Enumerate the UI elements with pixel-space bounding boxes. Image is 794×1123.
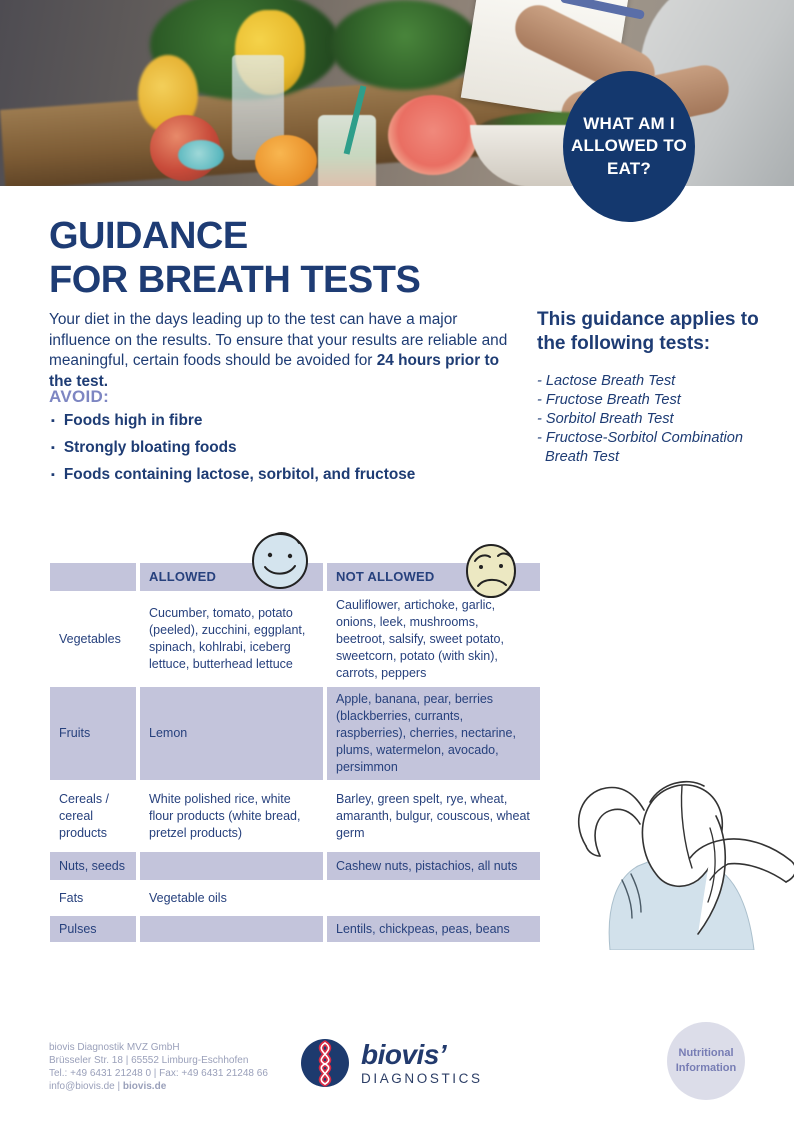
relaxing-person-illustration [556,768,794,950]
table-cell-not-allowed: Cauliflower, artichoke, garlic, onions, leek, mushrooms, beetroot, salsify, sweet potato, sweetcorn, potato (with skin), carrots, peppers [336,597,504,680]
table-header-not-allowed: NOT ALLOWED [327,563,540,591]
avoid-heading: AVOID: [49,387,110,406]
photo-greens [330,0,480,90]
table-row-category: Fats [59,890,84,905]
photo-orange [255,135,317,186]
table-row-category: Fruits [50,687,136,780]
intro-text: Your diet in the days leading up to the test can have a major influence on the results. To ensure that your results are reliable and meaningful, certain foods should be avoided for [49,311,508,370]
logo-text [361,1038,483,1086]
biovis-logo [300,1038,483,1088]
test-list-item: - Sorbitol Breath Test [537,410,674,427]
table-row-category: Nuts, seeds [50,852,136,880]
avoid-item-label: Foods containing lactose, sorbitol, and fructose [63,466,416,483]
table-cell-allowed: Lemon [140,687,323,780]
table-header-allowed: ALLOWED [140,563,323,591]
website-link[interactable]: biovis.de [122,1081,167,1092]
nutritional-information-badge [667,1022,745,1100]
logo-subtitle: DIAGNOSTICS [361,1070,483,1086]
photo-grapefruit [388,95,478,175]
avoid-item-label: Foods high in fibre [63,412,203,429]
email-link[interactable]: info@biovis.de | [49,1081,123,1092]
table-row-category: Vegetables [59,631,121,646]
test-list-item: - Lactose Breath Test [537,372,676,389]
logo-brand-name: biovis’ [361,1038,447,1070]
table-cell-allowed: White polished rice, white flour products (white bread, pretzel products) [149,791,301,840]
photo-measuring-tape [178,140,224,170]
table-cell-not-allowed: Lentils, chickpeas, peas, beans [327,916,540,942]
table-row-category: Cereals / cereal products [59,791,110,840]
page-title-line1: GUIDANCE [49,215,248,257]
footer-address-block [49,1041,268,1093]
avoid-list-item [49,466,519,484]
square-bullet-icon: ▪ [51,415,55,427]
applies-test-list [537,372,777,467]
nutrition-badge-line: Nutritional [678,1047,734,1060]
footer-street: Brüsseler Str. 18 | 65552 Limburg-Eschhofen [49,1055,249,1066]
badge-line: WHAT AM I [583,113,675,133]
avoid-list-item [49,439,519,457]
nutrition-badge-line: Information [675,1062,737,1074]
square-bullet-icon: ▪ [51,469,55,481]
table-cell-not-allowed: Barley, green spelt, rye, wheat, amaranth, bulgur, couscous, wheat germ [336,791,530,840]
table-cell-allowed: Vegetable oils [149,890,227,905]
footer-phone: Tel.: +49 6431 21248 0 | Fax: +49 6431 21248 66 [49,1068,268,1079]
question-badge [563,71,695,222]
page-title-line2: FOR BREATH TESTS [49,259,421,302]
intro-paragraph [49,310,519,393]
avoid-list-item [49,412,519,430]
avoid-list [49,412,519,493]
footer-company: biovis Diagnostik MVZ GmbH [49,1042,180,1053]
table-cell-not-allowed [327,885,540,911]
sad-face-icon [462,540,520,598]
table-cell-allowed [140,852,323,880]
test-list-item: - Fructose Breath Test [537,391,681,408]
table-cell-not-allowed: Cashew nuts, pistachios, all nuts [327,852,540,880]
badge-line: EAT? [607,158,651,178]
food-table [50,563,540,942]
square-bullet-icon: ▪ [51,442,55,454]
table-cell-not-allowed: Apple, banana, pear, berries (blackberries, currants, raspberries), cherries, nectarine, plums, watermelon, avocado, persimmon [327,687,540,780]
applies-heading: This guidance applies to the following tests: [537,309,759,355]
table-cell-allowed: Cucumber, tomato, potato (peeled), zucchini, eggplant, spinach, kohlrabi, iceberg lettuce, butterhead lettuce [149,606,306,671]
page-title [49,214,420,302]
table-cell-allowed [140,916,323,942]
avoid-item-label: Strongly bloating foods [63,439,237,456]
intro-bold-text: 24 hours prior to the test. [49,352,499,390]
badge-line: ALLOWED TO [571,136,687,156]
table-row-category: Pulses [50,916,136,942]
test-list-item: - Fructose-Sorbitol Combination Breath Test [537,429,744,465]
footer-contact-line [49,1080,268,1093]
applies-section [537,308,777,466]
table-header-category [50,563,136,591]
dna-helix-icon [300,1038,350,1088]
happy-face-icon [246,525,314,593]
